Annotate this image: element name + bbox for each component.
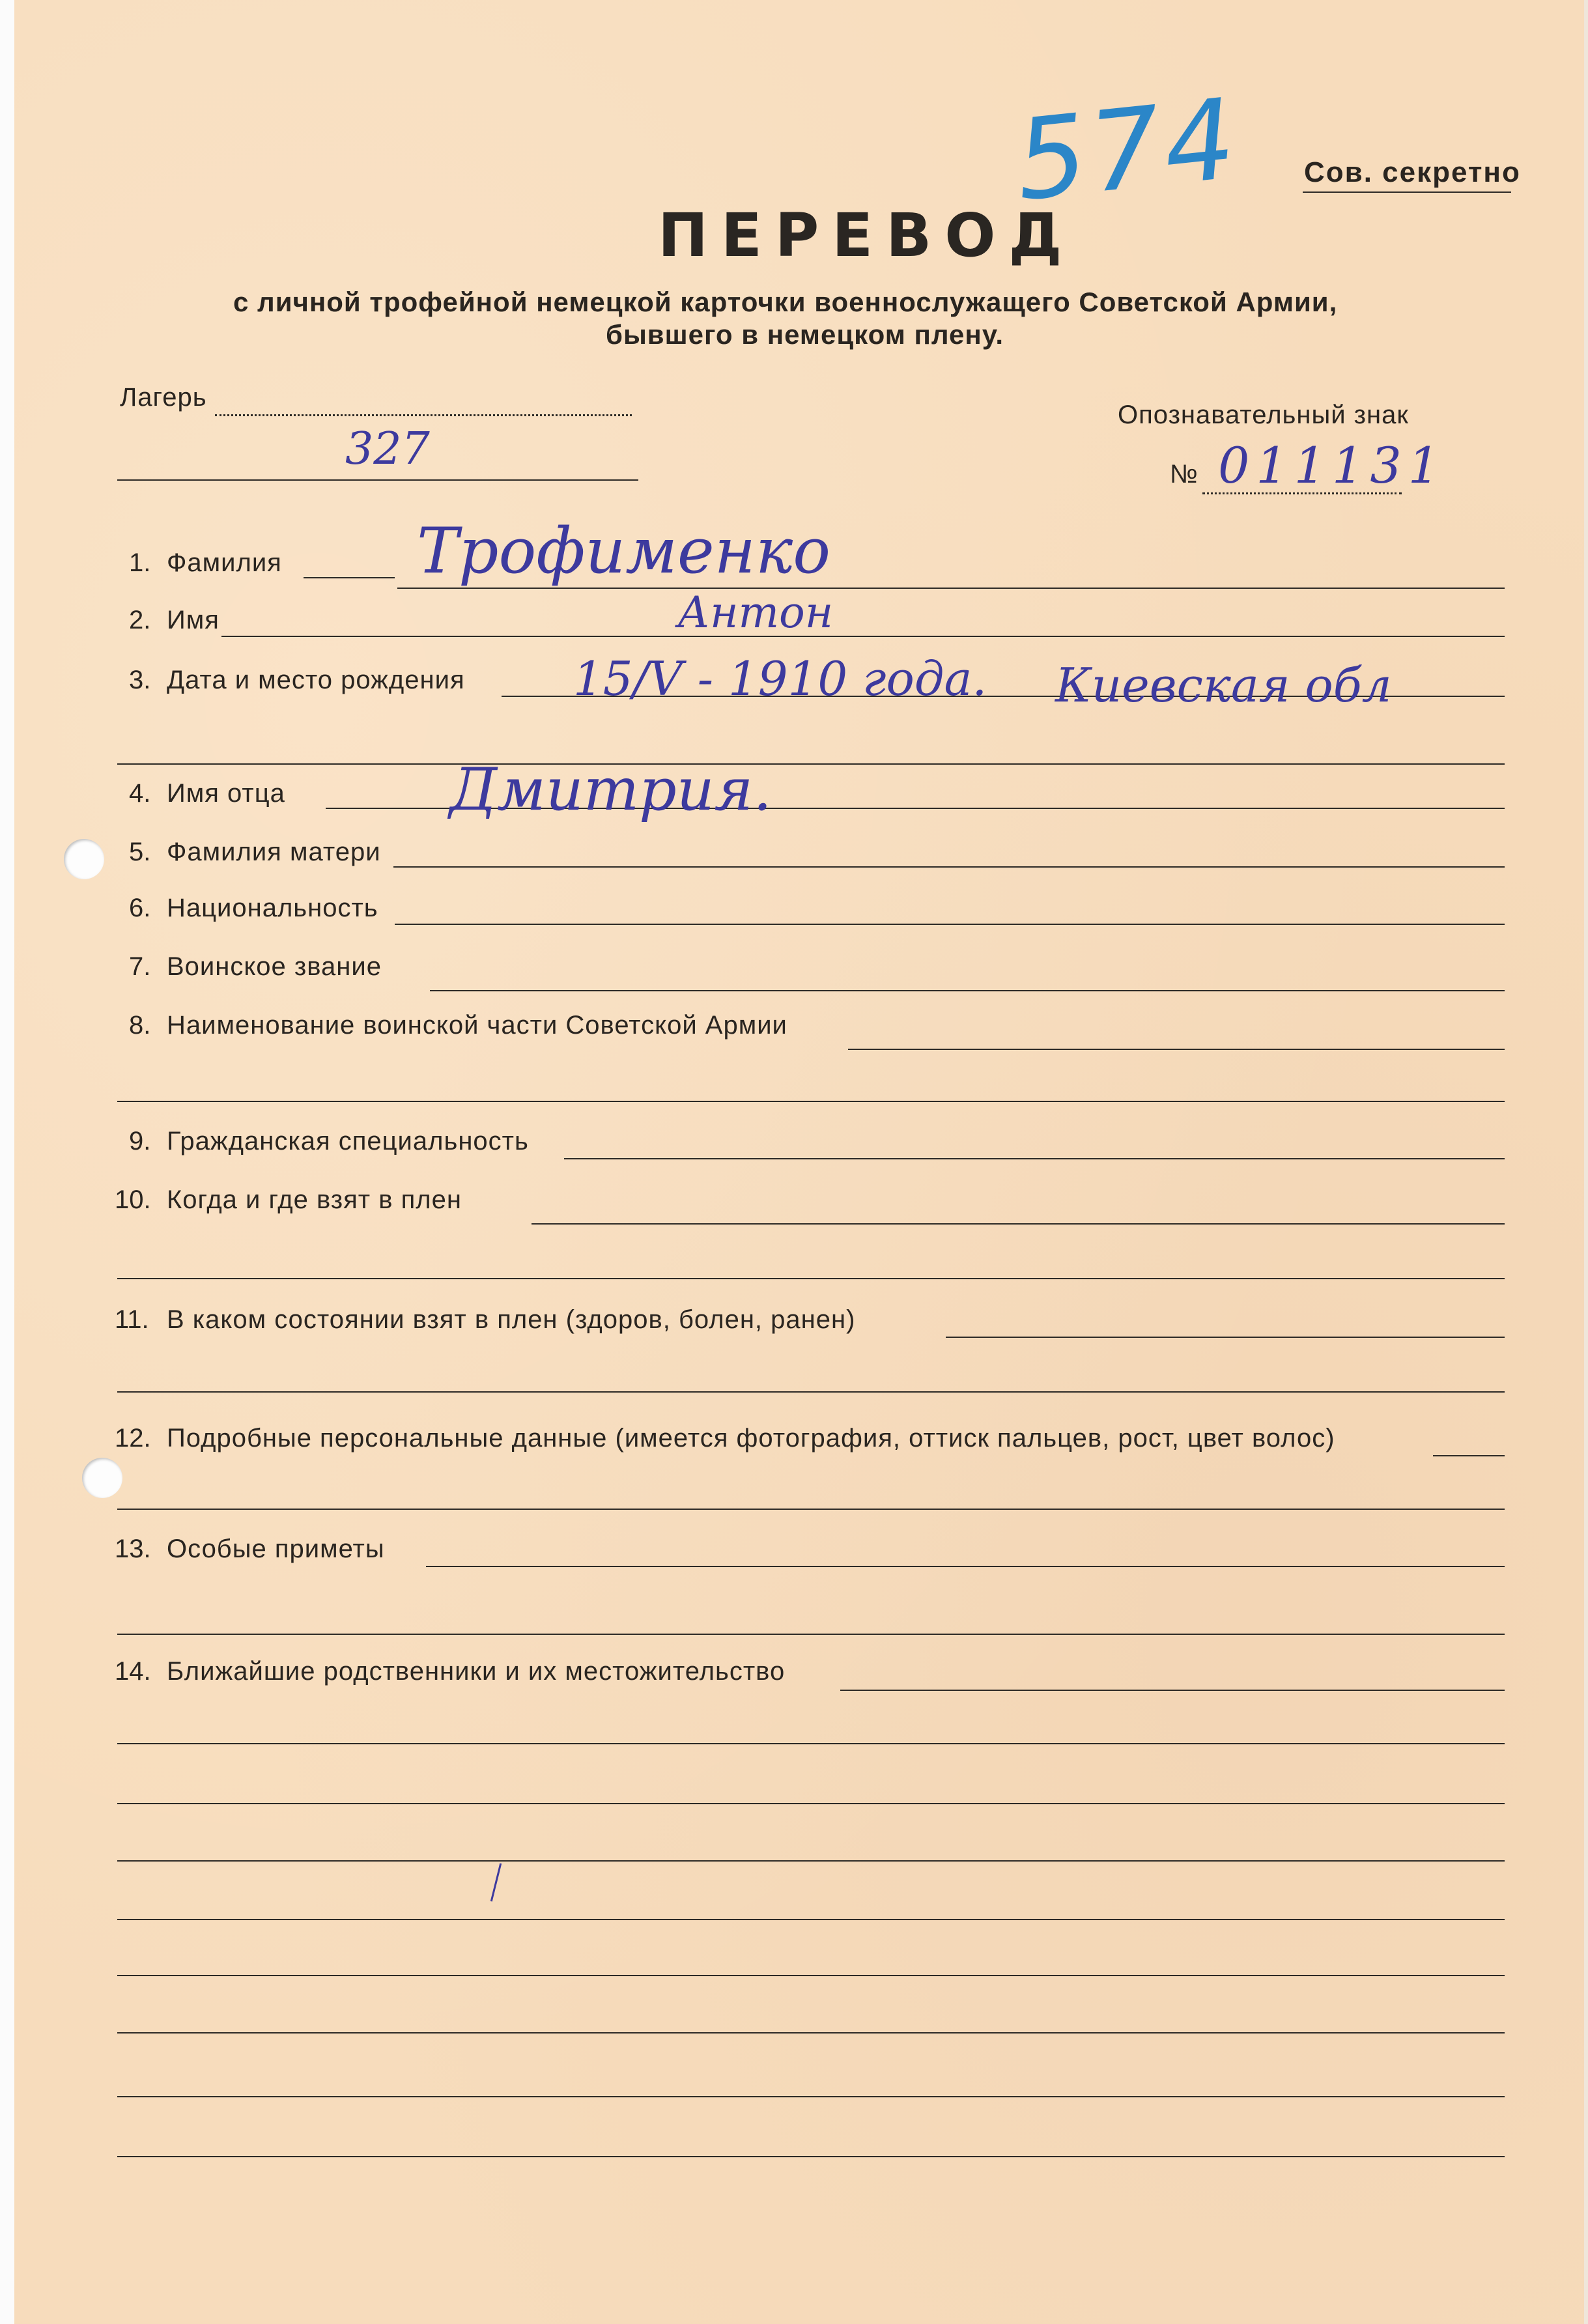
field-13-line: [426, 1566, 1505, 1567]
field-14-number: 14.: [115, 1657, 151, 1686]
field-1-value: Трофименко: [417, 515, 831, 588]
field-11-line-2: [117, 1391, 1505, 1393]
camp-line-2: [117, 479, 638, 481]
field-2-value: Антон: [677, 588, 834, 638]
field-14-line-2: [117, 1743, 1505, 1744]
pen-mark: [490, 1863, 502, 1902]
field-1-label: Фамилия: [167, 548, 282, 577]
field-8-line: [848, 1049, 1505, 1050]
camp-label: Лагерь: [120, 383, 207, 412]
field-9-line: [564, 1158, 1505, 1159]
punch-hole-top: [64, 839, 104, 879]
field-1-line-b: [397, 588, 1505, 589]
id-tag-value: 011131: [1218, 436, 1447, 494]
field-12-label: Подробные персональные данные (имеется фотография, оттиск пальцев, рост, цвет волос): [167, 1424, 1335, 1452]
field-2-label: Имя: [167, 606, 220, 634]
field-14-line-9: [117, 2156, 1505, 2157]
camp-dotted-line: [215, 414, 632, 416]
field-12-line: [1433, 1455, 1505, 1456]
field-13-number: 13.: [115, 1535, 151, 1563]
field-2-number: 2.: [129, 606, 151, 634]
field-10-label: Когда и где взят в плен: [167, 1185, 462, 1214]
scan-edge-right: [1584, 0, 1588, 2324]
field-5-number: 5.: [129, 838, 151, 866]
field-14-line: [840, 1690, 1505, 1691]
field-13-line-2: [117, 1634, 1505, 1635]
stamp-number: 574: [1010, 74, 1245, 226]
field-6-number: 6.: [129, 894, 151, 922]
field-3-value: 15/V - 1910 года.: [573, 651, 987, 706]
field-8-number: 8.: [129, 1011, 151, 1040]
camp-value: 327: [345, 423, 430, 475]
field-11-label: В каком состоянии взят в плен (здоров, болен, ранен): [167, 1305, 856, 1334]
field-14-line-7: [117, 2032, 1505, 2034]
field-14-line-3: [117, 1803, 1505, 1804]
field-13-label: Особые приметы: [167, 1535, 385, 1563]
field-2-line: [221, 636, 1505, 637]
field-12-line-2: [117, 1509, 1505, 1510]
field-14-label: Ближайшие родственники и их местожительство: [167, 1657, 786, 1686]
field-10-number: 10.: [115, 1185, 151, 1214]
field-8-line-2: [117, 1101, 1505, 1102]
scan-edge: [0, 0, 14, 2324]
field-7-number: 7.: [129, 952, 151, 981]
punch-hole-bottom: [82, 1458, 122, 1498]
field-8-label: Наименование воинской части Советской Армии: [167, 1011, 787, 1040]
field-7-line: [430, 990, 1505, 991]
id-tag-prefix: №: [1170, 460, 1198, 489]
subtitle-line-1: с личной трофейной немецкой карточки военнослужащего Советской Армии,: [233, 287, 1338, 317]
field-3-label: Дата и место рождения: [167, 666, 465, 694]
classification-underline: [1303, 191, 1511, 193]
field-5-label: Фамилия матери: [167, 838, 381, 866]
field-7-label: Воинское звание: [167, 952, 382, 981]
field-4-number: 4.: [129, 779, 151, 808]
field-1-number: 1.: [129, 548, 151, 577]
id-tag-label: Опознавательный знак: [1118, 401, 1409, 429]
subtitle-line-2: бывшего в немецком плену.: [606, 319, 1004, 350]
field-14-line-8: [117, 2096, 1505, 2097]
field-11-line: [946, 1337, 1505, 1338]
field-3-value-place: Киевская обл: [1055, 658, 1392, 713]
field-10-line-2: [117, 1278, 1505, 1279]
classification-label: Сов. секретно: [1304, 156, 1521, 188]
field-14-line-6: [117, 1975, 1505, 1976]
field-4-value: Дмитрия.: [449, 756, 772, 824]
field-6-label: Национальность: [167, 894, 378, 922]
field-4-label: Имя отца: [167, 779, 285, 808]
field-5-line: [393, 866, 1505, 868]
field-3-line-2: [117, 763, 1505, 765]
field-9-number: 9.: [129, 1127, 151, 1155]
field-14-line-5: [117, 1919, 1505, 1920]
field-1-line-a: [304, 577, 395, 578]
field-10-line: [532, 1223, 1505, 1225]
field-3-number: 3.: [129, 666, 151, 694]
field-12-number: 12.: [115, 1424, 151, 1452]
page-title: ПЕРЕВОД: [658, 201, 1075, 270]
field-9-label: Гражданская специальность: [167, 1127, 529, 1155]
field-11-number: 11.: [115, 1305, 149, 1334]
field-6-line: [395, 924, 1505, 925]
field-14-line-4: [117, 1860, 1505, 1862]
